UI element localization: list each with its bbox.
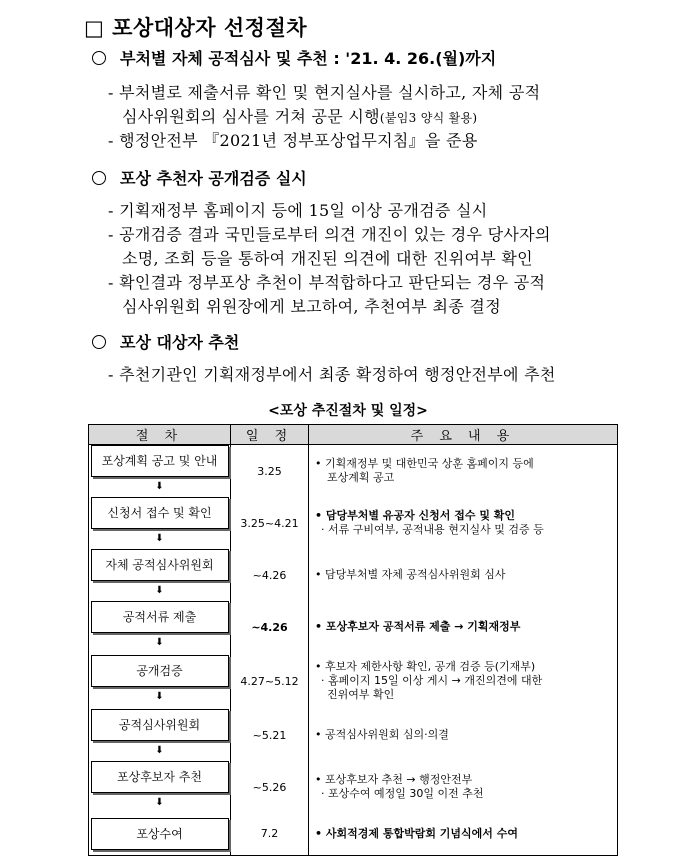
- table-header-row: [89, 425, 618, 445]
- step-box: 자체 공적심사위원회: [91, 549, 229, 581]
- list-item-text: 심사위원회 위원장에게 보고하여, 추천여부 최종 결정: [122, 297, 501, 316]
- content-line: 진위여부 확인: [327, 688, 395, 701]
- list-item-text: 공개검증 결과 국민들로부터 의견 개진이 있는 경우 당사자의: [119, 225, 551, 244]
- content-line: • 포상후보자 추천 → 행정안전부: [315, 773, 473, 786]
- content-cell: [309, 813, 618, 855]
- column-header-content: 주 요 내 용: [309, 425, 618, 445]
- date-cell: ~4.26: [231, 601, 309, 653]
- down-arrow-icon: ⬇: [155, 533, 164, 544]
- date-cell: 3.25: [231, 445, 309, 498]
- table-row: [89, 761, 618, 813]
- down-arrow-icon: ⬇: [155, 585, 164, 596]
- list-item-text: 심사위원회의 심사를 거쳐 공문 시행: [122, 107, 380, 126]
- table-row: [89, 813, 618, 855]
- step-box: 신청서 접수 및 확인: [91, 497, 229, 529]
- section-heading-text: 포상 대상자 추천: [120, 333, 240, 352]
- content-line: • 사회적경제 통합박람회 기념식에서 수여: [315, 826, 518, 840]
- content-line: • 담당부처별 유공자 신청서 접수 및 확인: [315, 509, 516, 522]
- down-arrow-icon: ⬇: [155, 481, 164, 492]
- content-cell: [309, 445, 618, 498]
- table-row: [89, 549, 618, 601]
- table-row: [89, 601, 618, 653]
- down-arrow-icon: ⬇: [155, 745, 164, 756]
- list-item: - 확인결과 정부포상 추천이 부적합하다고 판단되는 경우 공적: [108, 273, 546, 292]
- section-heading: [92, 330, 239, 353]
- list-item-continued: [122, 294, 501, 317]
- list-item: - 기획재정부 홈페이지 등에 15일 이상 공개검증 실시: [108, 201, 488, 220]
- list-item-note: (붙임3 양식 활용): [379, 111, 478, 125]
- list-item-text: 확인결과 정부포상 추천이 부적합하다고 판단되는 경우 공적: [119, 273, 546, 292]
- section-heading-text: 부처별 자체 공적심사 및 추천 : '21. 4. 26.(월)까지: [120, 49, 497, 68]
- list-item: - 부처별로 제출서류 확인 및 현지실사를 실시하고, 자체 공적: [108, 83, 541, 102]
- list-item-continued: [122, 246, 533, 269]
- table-row: [89, 445, 618, 498]
- content-line: 포상계획 공고: [327, 471, 395, 484]
- list-item-text: 기획재정부 홈페이지 등에 15일 이상 공개검증 실시: [119, 201, 488, 220]
- content-line: • 포상후보자 공적서류 제출 → 기획재정부: [315, 620, 521, 633]
- section-heading: [92, 46, 496, 69]
- content-line: • 공적심사위원회 심의·의결: [315, 728, 449, 741]
- table-row: [89, 709, 618, 761]
- date-cell: ~5.21: [231, 709, 309, 761]
- content-line: • 후보자 제한사항 확인, 공개 검증 등(기재부): [315, 660, 536, 673]
- step-box: 공개검증: [91, 655, 229, 687]
- content-cell: [309, 549, 618, 601]
- step-box: 공적서류 제출: [91, 601, 229, 633]
- list-item: - 추천기관인 기획재정부에서 최종 확정하여 행정안전부에 추천: [108, 365, 556, 384]
- step-box: 포상후보자 추천: [91, 761, 229, 793]
- list-item-text: 소명, 조회 등을 통하여 개진된 의견에 대한 진위여부 확인: [122, 249, 533, 268]
- list-item-text: 추천기관인 기획재정부에서 최종 확정하여 행정안전부에 추천: [119, 365, 556, 384]
- content-line: · 포상수여 예정일 30일 이전 추천: [321, 787, 484, 800]
- circle-bullet-icon: [92, 335, 106, 349]
- step-box: 공적심사위원회: [91, 709, 229, 741]
- content-cell: [309, 709, 618, 761]
- list-item-text: 행정안전부 『2021년 정부포상업무지침』을 준용: [119, 131, 478, 150]
- content-cell: [309, 601, 618, 653]
- list-item: - 행정안전부 『2021년 정부포상업무지침』을 준용: [108, 131, 478, 150]
- content-cell: [309, 653, 618, 709]
- content-line: · 홈페이지 15일 이상 게시 → 개진의견에 대한: [321, 674, 543, 687]
- table-row: [89, 653, 618, 709]
- date-cell: ~5.26: [231, 761, 309, 813]
- column-header-step: 절 차: [89, 425, 231, 445]
- date-cell: 3.25~4.21: [231, 497, 309, 549]
- date-cell: ~4.26: [231, 549, 309, 601]
- content-cell: [309, 497, 618, 549]
- step-box: 포상수여: [91, 818, 229, 850]
- section-heading-text: 포상 추천자 공개검증 실시: [120, 169, 307, 188]
- table-caption: <포상 추진절차 및 일정>: [268, 403, 428, 419]
- content-line: • 담당부처별 자체 공적심사위원회 심사: [315, 568, 506, 581]
- down-arrow-icon: ⬇: [155, 637, 164, 648]
- down-arrow-icon: ⬇: [155, 691, 164, 702]
- list-item-text: 부처별로 제출서류 확인 및 현지실사를 실시하고, 자체 공적: [119, 83, 541, 102]
- content-line: • 기획재정부 및 대한민국 상훈 홈페이지 등에: [315, 457, 534, 470]
- list-item-continued: [122, 104, 477, 127]
- down-arrow-icon: ⬇: [155, 797, 164, 808]
- column-header-date: 일 정: [231, 425, 309, 445]
- content-line: · 서류 구비여부, 공적내용 현지실사 및 검증 등: [321, 523, 544, 536]
- step-box: 포상계획 공고 및 안내: [91, 445, 229, 477]
- date-cell: 7.2: [231, 813, 309, 855]
- section-heading: [92, 166, 307, 189]
- circle-bullet-icon: [92, 51, 106, 65]
- circle-bullet-icon: [92, 171, 106, 185]
- table-row: [89, 497, 618, 549]
- page-title: □ 포상대상자 선정절차: [84, 16, 308, 40]
- list-item: - 공개검증 결과 국민들로부터 의견 개진이 있는 경우 당사자의: [108, 225, 551, 244]
- content-cell: [309, 761, 618, 813]
- schedule-table: [88, 424, 618, 856]
- date-cell: 4.27~5.12: [231, 653, 309, 709]
